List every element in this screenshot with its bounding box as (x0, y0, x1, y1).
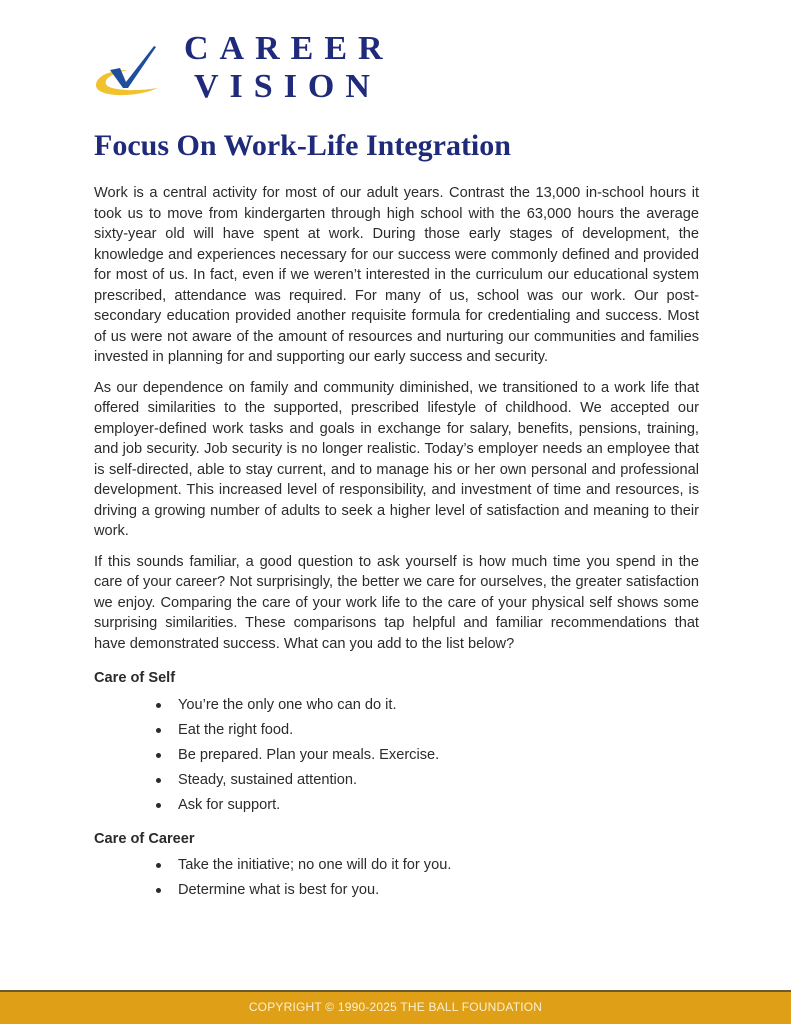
bullet-icon (156, 888, 161, 893)
paragraph: As our dependence on family and community diminished, we transitioned to a work life that offered similarities to the supported, prescribed lifestyle of childhood. We accepted our employer-defined work tasks and goals in exchange for salary, benefits, pensions, training, and job security. Job security is no longer realistic. Today’s employer needs an employee that is self-directed, able to stay current, and to manage his or her own personal and professional development. This increased level of responsibility, and investment of time and resources, is driving a growing number of adults to seek a higher level of satisfaction and meaning to their work. (94, 379, 699, 539)
care-of-self-list (94, 695, 699, 815)
list-item (156, 720, 699, 740)
bullet-icon (156, 753, 161, 758)
career-vision-logo (92, 30, 392, 110)
page-title: Focus On Work-Life Integration (94, 129, 511, 162)
logo-wordmark (184, 30, 394, 106)
bullet-icon (156, 803, 161, 808)
bullet-icon (156, 778, 161, 783)
list-item (156, 695, 699, 715)
list-item-text: Steady, sustained attention. (178, 771, 358, 788)
care-of-career-list (94, 855, 699, 900)
list-item-text: Determine what is best for you. (178, 882, 380, 898)
list-item-text: Eat the right food. (178, 721, 294, 738)
list-item-text: Ask for support. (178, 796, 281, 813)
bullet-icon (156, 863, 161, 868)
section-heading-care-of-career: Care of Career (94, 830, 195, 847)
checkmark-swoosh-icon (92, 40, 162, 100)
bullet-icon (156, 728, 161, 733)
logo-line-1: CAREER (184, 30, 394, 67)
list-item (156, 880, 699, 900)
paragraph: Work is a central activity for most of our adult years. Contrast the 13,000 in-school hours it took us to move from kindergarten through high school with the 63,000 hours the average sixty-year old will have spent at work. During those early stages of development, the knowledge and experiences necessary for our success were commonly defined and provided for most of us. In fact, even if we weren’t interested in the curriculum our educational system prescribed, attendance was required. For many of us, school was our work. Our post-secondary education provided another requisite formula for credentialing and success. Most of us were not aware of the amount of resources and nurturing our communities and families invested in planning for and supporting our early success and security. (94, 185, 699, 365)
section-heading-care-of-self: Care of Self (94, 670, 176, 686)
copyright-footer (0, 990, 791, 1024)
list-item-text: Take the initiative; no one will do it for you. (178, 857, 452, 873)
list-item (156, 795, 699, 815)
list-item (156, 770, 699, 790)
list-item-text: You’re the only one who can do it. (178, 696, 397, 713)
bullet-icon (156, 703, 161, 708)
article-body (94, 183, 699, 905)
list-item (156, 855, 699, 875)
list-item-text: Be prepared. Plan your meals. Exercise. (178, 746, 440, 763)
list-item (156, 745, 699, 765)
paragraph: If this sounds familiar, a good question to ask yourself is how much time you spend in the care of your career? Not surprisingly, the better we care for ourselves, the greater satisfaction we enjoy. Comparing the care of your work life to the care of your physical self shows some surprising similarities. These comparisons tap helpful and familiar recommendations that have demonstrated success. What can you add to the list below? (94, 553, 699, 652)
copyright-text: COPYRIGHT © 1990-2025 THE BALL FOUNDATION (248, 1000, 543, 1014)
logo-line-2: VISION (194, 68, 381, 105)
